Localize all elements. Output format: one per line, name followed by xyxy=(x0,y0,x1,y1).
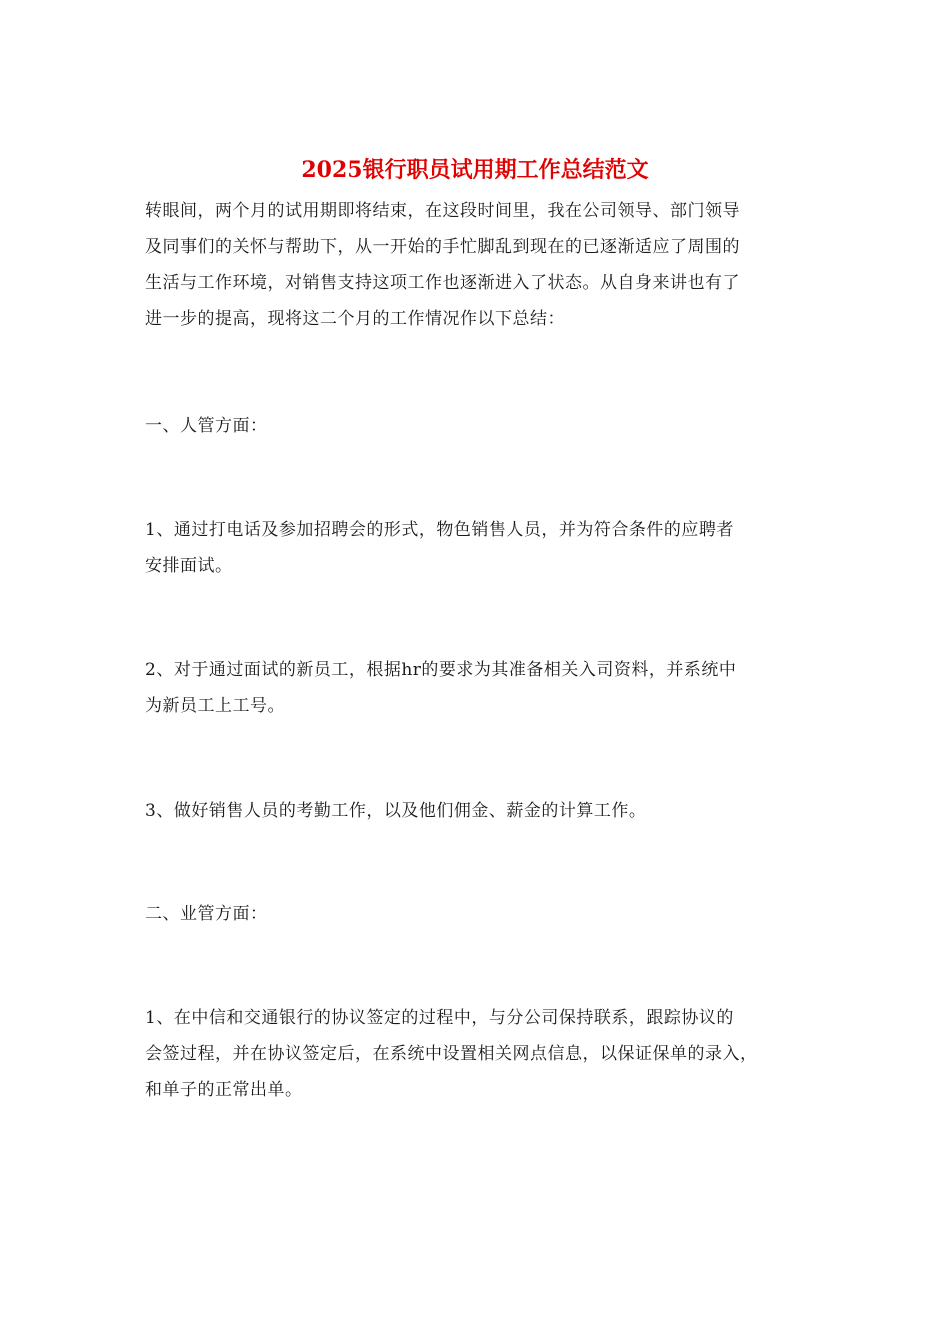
business-item-1 xyxy=(145,1000,810,1108)
document-title: 2025银行职员试用期工作总结范文 xyxy=(301,157,649,183)
intro-line: 进一步的提高，现将这二个月的工作情况作以下总结： xyxy=(145,309,565,329)
intro-paragraph xyxy=(145,193,810,337)
intro-line: 及同事们的关怀与帮助下，从一开始的手忙脚乱到现在的已逐渐适应了周围的 xyxy=(145,237,740,257)
section-heading-personnel xyxy=(145,408,810,444)
section-heading: 一、人管方面： xyxy=(145,416,268,436)
section-heading: 二、业管方面： xyxy=(145,904,268,924)
paragraph-line: 会签过程，并在协议签定后，在系统中设置相关网点信息，以保证保单的录入， xyxy=(145,1044,758,1064)
personnel-item-2 xyxy=(145,652,810,724)
personnel-item-1 xyxy=(145,512,810,584)
intro-line: 转眼间，两个月的试用期即将结束，在这段时间里，我在公司领导、部门领导 xyxy=(145,201,740,221)
paragraph-line: 1、通过打电话及参加招聘会的形式，物色销售人员，并为符合条件的应聘者 xyxy=(145,520,734,540)
paragraph-line: 为新员工上工号。 xyxy=(145,696,285,716)
paragraph-line: 2、对于通过面试的新员工，根据hr的要求为其准备相关入司资料，并系统中 xyxy=(145,660,737,680)
paragraph-line: 安排面试。 xyxy=(145,556,233,576)
section-heading-business xyxy=(145,896,810,932)
paragraph-line: 3、做好销售人员的考勤工作，以及他们佣金、薪金的计算工作。 xyxy=(145,801,647,821)
paragraph-line: 和单子的正常出单。 xyxy=(145,1080,303,1100)
intro-line: 生活与工作环境，对销售支持这项工作也逐渐进入了状态。从自身来讲也有了 xyxy=(145,273,740,293)
personnel-item-3 xyxy=(145,793,810,829)
paragraph-line: 1、在中信和交通银行的协议签定的过程中，与分公司保持联系，跟踪协议的 xyxy=(145,1008,734,1028)
